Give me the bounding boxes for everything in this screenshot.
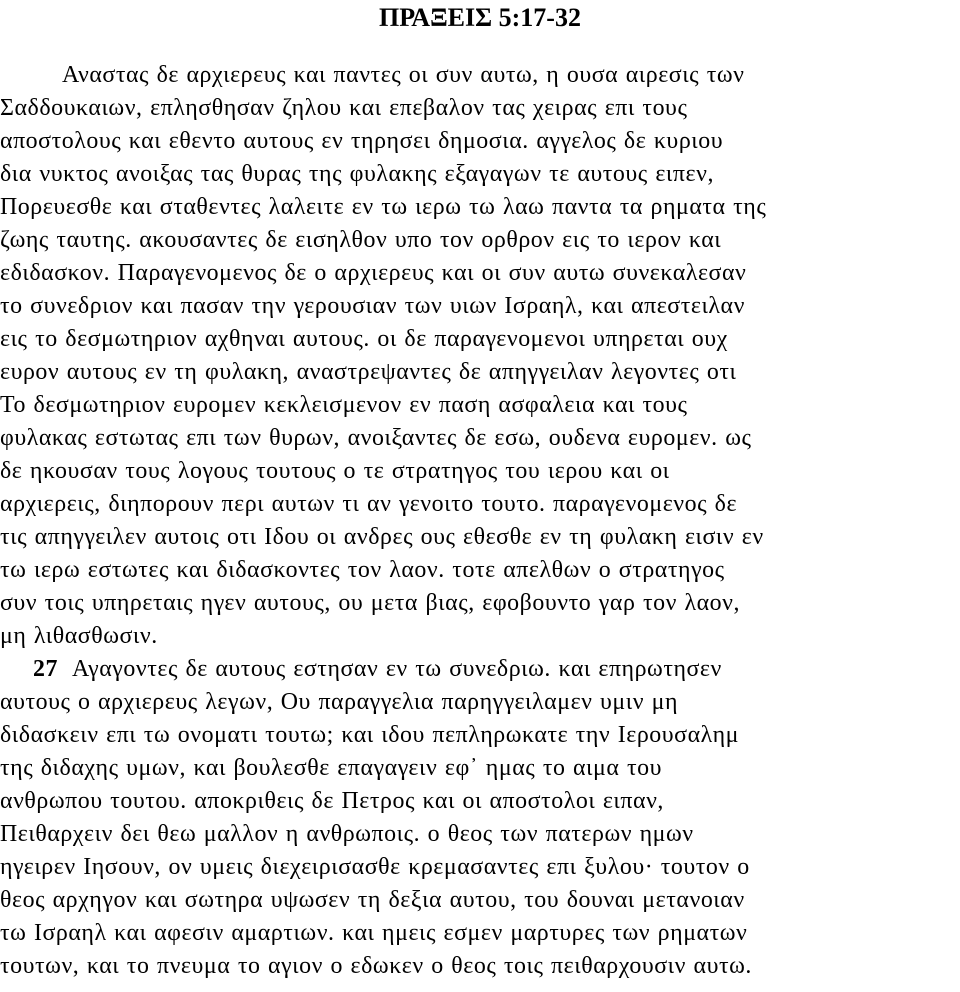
text-line: τις απηγγειλεν αυτοις οτι Ιδου οι ανδρες ους εθεσθε εν τη φυλακη εισιν εν — [0, 524, 764, 550]
text-line: εδιδασκον. Παραγενομενος δε ο αρχιερευς και οι συν αυτω συνεκαλεσαν — [0, 260, 747, 286]
text-line: τω Ισραηλ και αφεσιν αμαρτιων. και ημεις εσμεν μαρτυρες των ρηματων — [0, 920, 748, 946]
text-line: Πορευεσθε και σταθεντες λαλειτε εν τω ιερω τω λαω παντα τα ρηματα της — [0, 194, 767, 220]
text-line: Το δεσμωτηριον ευρομεν κεκλεισμενον εν παση ασφαλεια και τους — [0, 392, 688, 418]
text-line: τουτων, και το πνευμα το αγιον ο εδωκεν ο θεος τοις πειθαρχουσιν αυτω. — [0, 953, 752, 979]
text-line: μη λιθασθωσιν. — [0, 623, 158, 649]
page-title: ΠΡΑΞΕΙΣ 5:17-32 — [379, 3, 581, 32]
text-line: συν τοις υπηρεταις ηγεν αυτους, ου μετα βιας, εφοβουντο γαρ τον λαον, — [0, 590, 741, 616]
text-line: ηγειρεν Ιησουν, ον υμεις διεχειρισασθε κρεμασαντες επι ξυλου· τουτον ο — [0, 854, 750, 880]
text-line: τω ιερω εστωτες και διδασκοντες τον λαον. τοτε απελθων ο στρατηγος — [0, 557, 725, 583]
text-line: αρχιερεις, διηπορουν περι αυτων τι αν γενοιτο τουτο. παραγενομενος δε — [0, 491, 738, 517]
text-line: της διδαχης υμων, και βουλεσθε επαγαγειν εφ᾽ ημας το αιμα του — [0, 755, 662, 781]
text-line: εις το δεσμωτηριον αχθηναι αυτους. οι δε παραγενομενοι υπηρεται ουχ — [0, 326, 728, 352]
text-line: Πειθαρχειν δει θεω μαλλον η ανθρωποις. ο θεος των πατερων ημων — [0, 821, 694, 847]
text-line: Αναστας δε αρχιερευς και παντες οι συν αυτω, η ουσα αιρεσις των — [62, 62, 745, 88]
text-line: δε ηκουσαν τους λογους τουτους ο τε στρατηγος του ιερου και οι — [0, 458, 670, 484]
text-line: αποστολους και εθεντο αυτους εν τηρησει δημοσια. αγγελος δε κυριου — [0, 128, 724, 154]
text-line: δια νυκτος ανοιξας τας θυρας της φυλακης εξαγαγων τε αυτους ειπεν, — [0, 161, 714, 187]
text-line: Αγαγοντες δε αυτους εστησαν εν τω συνεδριω. και επηρωτησεν — [71, 656, 722, 682]
verse-number: 27 — [33, 656, 58, 682]
text-line: αυτους ο αρχιερευς λεγων, Ου παραγγελια παρηγγειλαμεν υμιν μη — [0, 689, 679, 715]
text-line: ευρον αυτους εν τη φυλακη, αναστρεψαντες δε απηγγειλαν λεγοντες οτι — [0, 359, 737, 385]
text-line: διδασκειν επι τω ονοματι τουτω; και ιδου πεπληρωκατε την Ιερουσαλημ — [0, 722, 740, 748]
text-line: το συνεδριον και πασαν την γερουσιαν των υιων Ισραηλ, και απεστειλαν — [0, 293, 745, 319]
text-line: θεος αρχηγον και σωτηρα υψωσεν τη δεξια αυτου, του δουναι μετανοιαν — [0, 887, 745, 913]
verse-line — [0, 653, 960, 686]
text-line: Σαδδουκαιων, επλησθησαν ζηλου και επεβαλον τας χειρας επι τους — [0, 95, 688, 121]
text-line: ζωης ταυτης. ακουσαντες δε εισηλθον υπο τον ορθρον εις το ιερον και — [0, 227, 722, 253]
text-line: ανθρωπου τουτου. αποκριθεις δε Πετρος και οι αποστολοι ειπαν, — [0, 788, 664, 814]
text-line: φυλακας εστωτας επι των θυρων, ανοιξαντες δε εσω, ουδενα ευρομεν. ως — [0, 425, 752, 451]
scripture-text — [0, 59, 960, 983]
